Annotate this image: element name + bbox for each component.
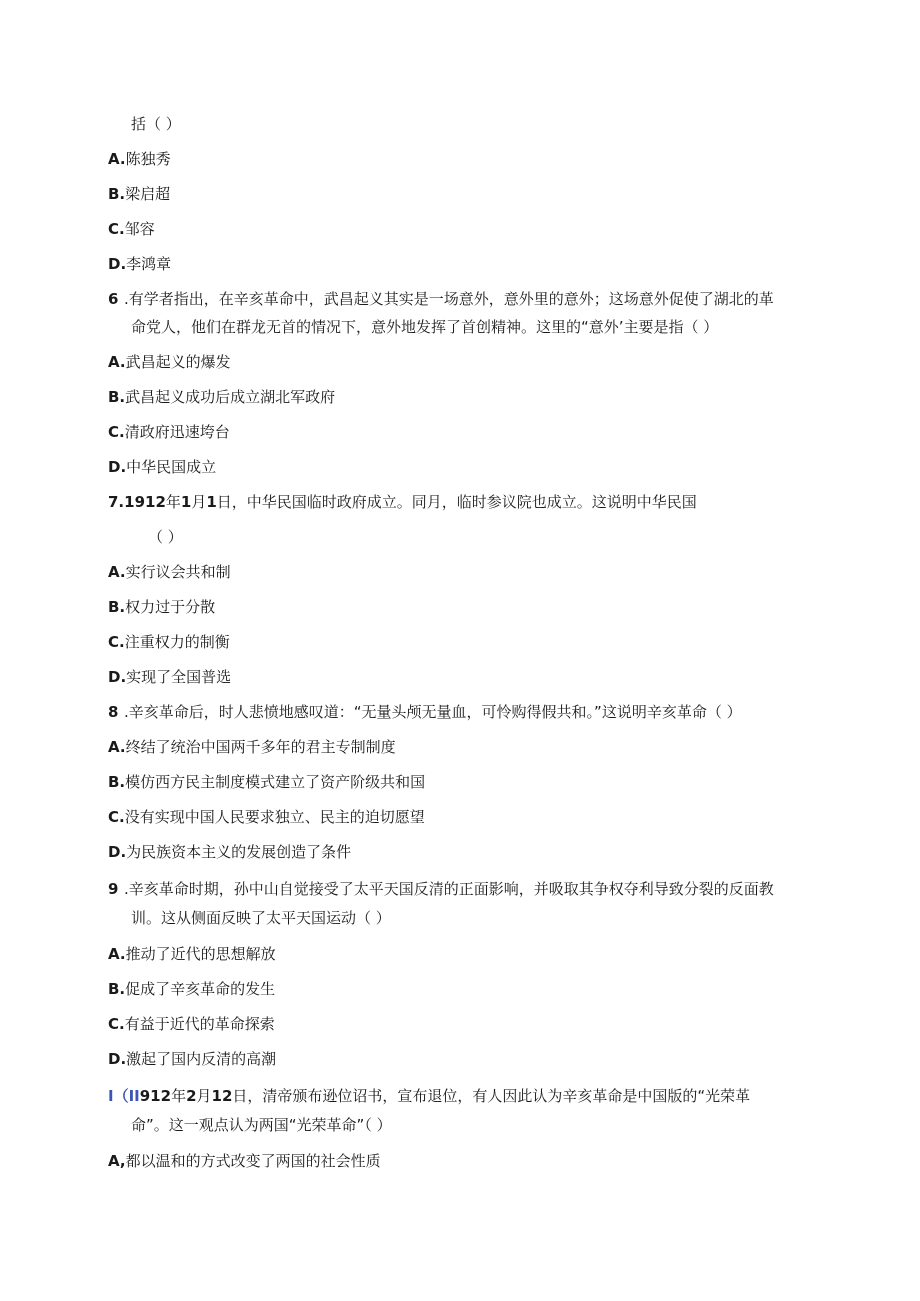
question-continuation: 括（ ） (131, 115, 181, 133)
option-letter: C. (108, 220, 125, 238)
option-d (108, 667, 231, 687)
option-text: 邹容 (124, 220, 155, 238)
question-9 (108, 879, 774, 899)
text-segment: 1 (180, 493, 192, 511)
option-letter: D. (108, 668, 127, 686)
option-a (108, 352, 231, 372)
option-letter: D. (108, 1050, 127, 1068)
option-text: 实现了全国普选 (126, 668, 232, 686)
option-a (108, 944, 276, 964)
option-text: 为民族资本主义的发展创造了条件 (126, 843, 352, 861)
option-text: 没有实现中国人民要求独立、民主的迫切愿望 (124, 808, 425, 826)
option-letter: C. (108, 423, 125, 441)
option-b (108, 772, 425, 792)
option-letter: B. (108, 773, 126, 791)
option-d (108, 842, 351, 862)
option-text: 激起了国内反清的高潮 (126, 1050, 277, 1068)
option-letter: C. (108, 633, 125, 651)
option-letter: A. (108, 563, 126, 581)
option-text: 都以温和的方式改变了两国的社会性质 (125, 1152, 381, 1170)
question-6-line2: 命党人，他们在群龙无首的情况下，意外地发挥了首创精神。这里的“意外’主要是指（ ） (131, 318, 719, 336)
question-number: 912 (139, 1087, 172, 1105)
option-a (108, 737, 396, 757)
option-letter: A, (108, 1152, 126, 1170)
text-segment: 年 (171, 1087, 187, 1105)
option-letter: B. (108, 980, 126, 998)
option-letter: C. (108, 808, 125, 826)
option-c (108, 807, 425, 827)
option-text: 中华民国成立 (126, 458, 217, 476)
option-letter: C. (108, 1015, 125, 1033)
text-segment: 1 (206, 493, 217, 511)
option-a (108, 149, 171, 169)
option-text: 梁启超 (125, 185, 171, 203)
question-text: .有学者指出，在辛亥革命中，武昌起义其实是一场意外，意外里的意外；这场意外促使了湖北的革 (124, 290, 774, 308)
option-letter: D. (108, 458, 127, 476)
question-10 (108, 1086, 750, 1106)
option-b (108, 597, 215, 617)
option-letter: B. (108, 185, 126, 203)
option-text: 推动了近代的思想解放 (125, 945, 276, 963)
option-c (108, 422, 230, 442)
option-letter: B. (108, 388, 126, 406)
option-b (108, 387, 335, 407)
option-text: 有益于近代的革命探索 (124, 1015, 275, 1033)
option-d (108, 1049, 276, 1069)
option-letter: D. (108, 255, 127, 273)
question-number: 8 (108, 703, 119, 721)
question-9-line2: 训。这从侧面反映了太平天国运动（ ） (131, 909, 391, 927)
option-text: 注重权力的制衡 (124, 633, 230, 651)
option-letter: A. (108, 353, 126, 371)
text-segment: 12 (211, 1087, 233, 1105)
option-letter: D. (108, 843, 127, 861)
option-text: 终结了统治中国两千多年的君主专制制度 (125, 738, 396, 756)
text-segment: 月 (196, 1087, 212, 1105)
question-10-line2: 命”。这一观点认为两国“光荣革命”（ ） (131, 1116, 392, 1134)
question-number: 7.1912 (108, 493, 166, 511)
option-text: 权力过于分散 (125, 598, 216, 616)
question-text: .辛亥革命时期，孙中山自觉接受了太平天国反清的正面影响，并吸取其争权夺利导致分裂的反面教 (124, 880, 774, 898)
option-text: 促成了辛亥革命的发生 (125, 980, 276, 998)
text-segment: 年 (165, 493, 181, 511)
option-c (108, 219, 155, 239)
option-letter: A. (108, 945, 126, 963)
option-text: 陈独秀 (125, 150, 171, 168)
option-text: 武昌起义成功后成立湖北军政府 (125, 388, 336, 406)
option-text: 武昌起义的爆发 (125, 353, 231, 371)
question-number: 9 (108, 880, 119, 898)
option-letter: A. (108, 150, 126, 168)
option-c (108, 632, 230, 652)
option-a (108, 562, 231, 582)
question-7-line2: （ ） (148, 528, 183, 546)
question-6 (108, 289, 774, 309)
question-number-prefix: I（II (108, 1087, 140, 1105)
option-d (108, 254, 171, 274)
question-8 (108, 702, 742, 722)
question-number: 6 (108, 290, 119, 308)
option-a (108, 1151, 381, 1171)
question-7 (108, 492, 697, 512)
option-text: 李鸿章 (126, 255, 172, 273)
option-letter: B. (108, 598, 126, 616)
option-text: 模仿西方民主制度模式建立了资产阶级共和国 (125, 773, 426, 791)
question-text: 日，中华民国临时政府成立。同月，临时参议院也成立。这说明中华民国 (216, 493, 697, 511)
text-segment: 2 (186, 1087, 197, 1105)
option-b (108, 979, 275, 999)
option-letter: A. (108, 738, 126, 756)
option-text: 清政府迅速垮台 (124, 423, 230, 441)
option-c (108, 1014, 275, 1034)
option-d (108, 457, 216, 477)
text-segment: 月 (191, 493, 207, 511)
option-text: 实行议会共和制 (125, 563, 231, 581)
option-b (108, 184, 170, 204)
question-text: .辛亥革命后，时人悲愤地感叹道：“无量头颅无量血，可怜购得假共和。”这说明辛亥革命（ ） (124, 703, 742, 721)
question-text: 日，清帝颁布逊位诏书，宣布退位，有人因此认为辛亥革命是中国版的“光荣革 (232, 1087, 751, 1105)
